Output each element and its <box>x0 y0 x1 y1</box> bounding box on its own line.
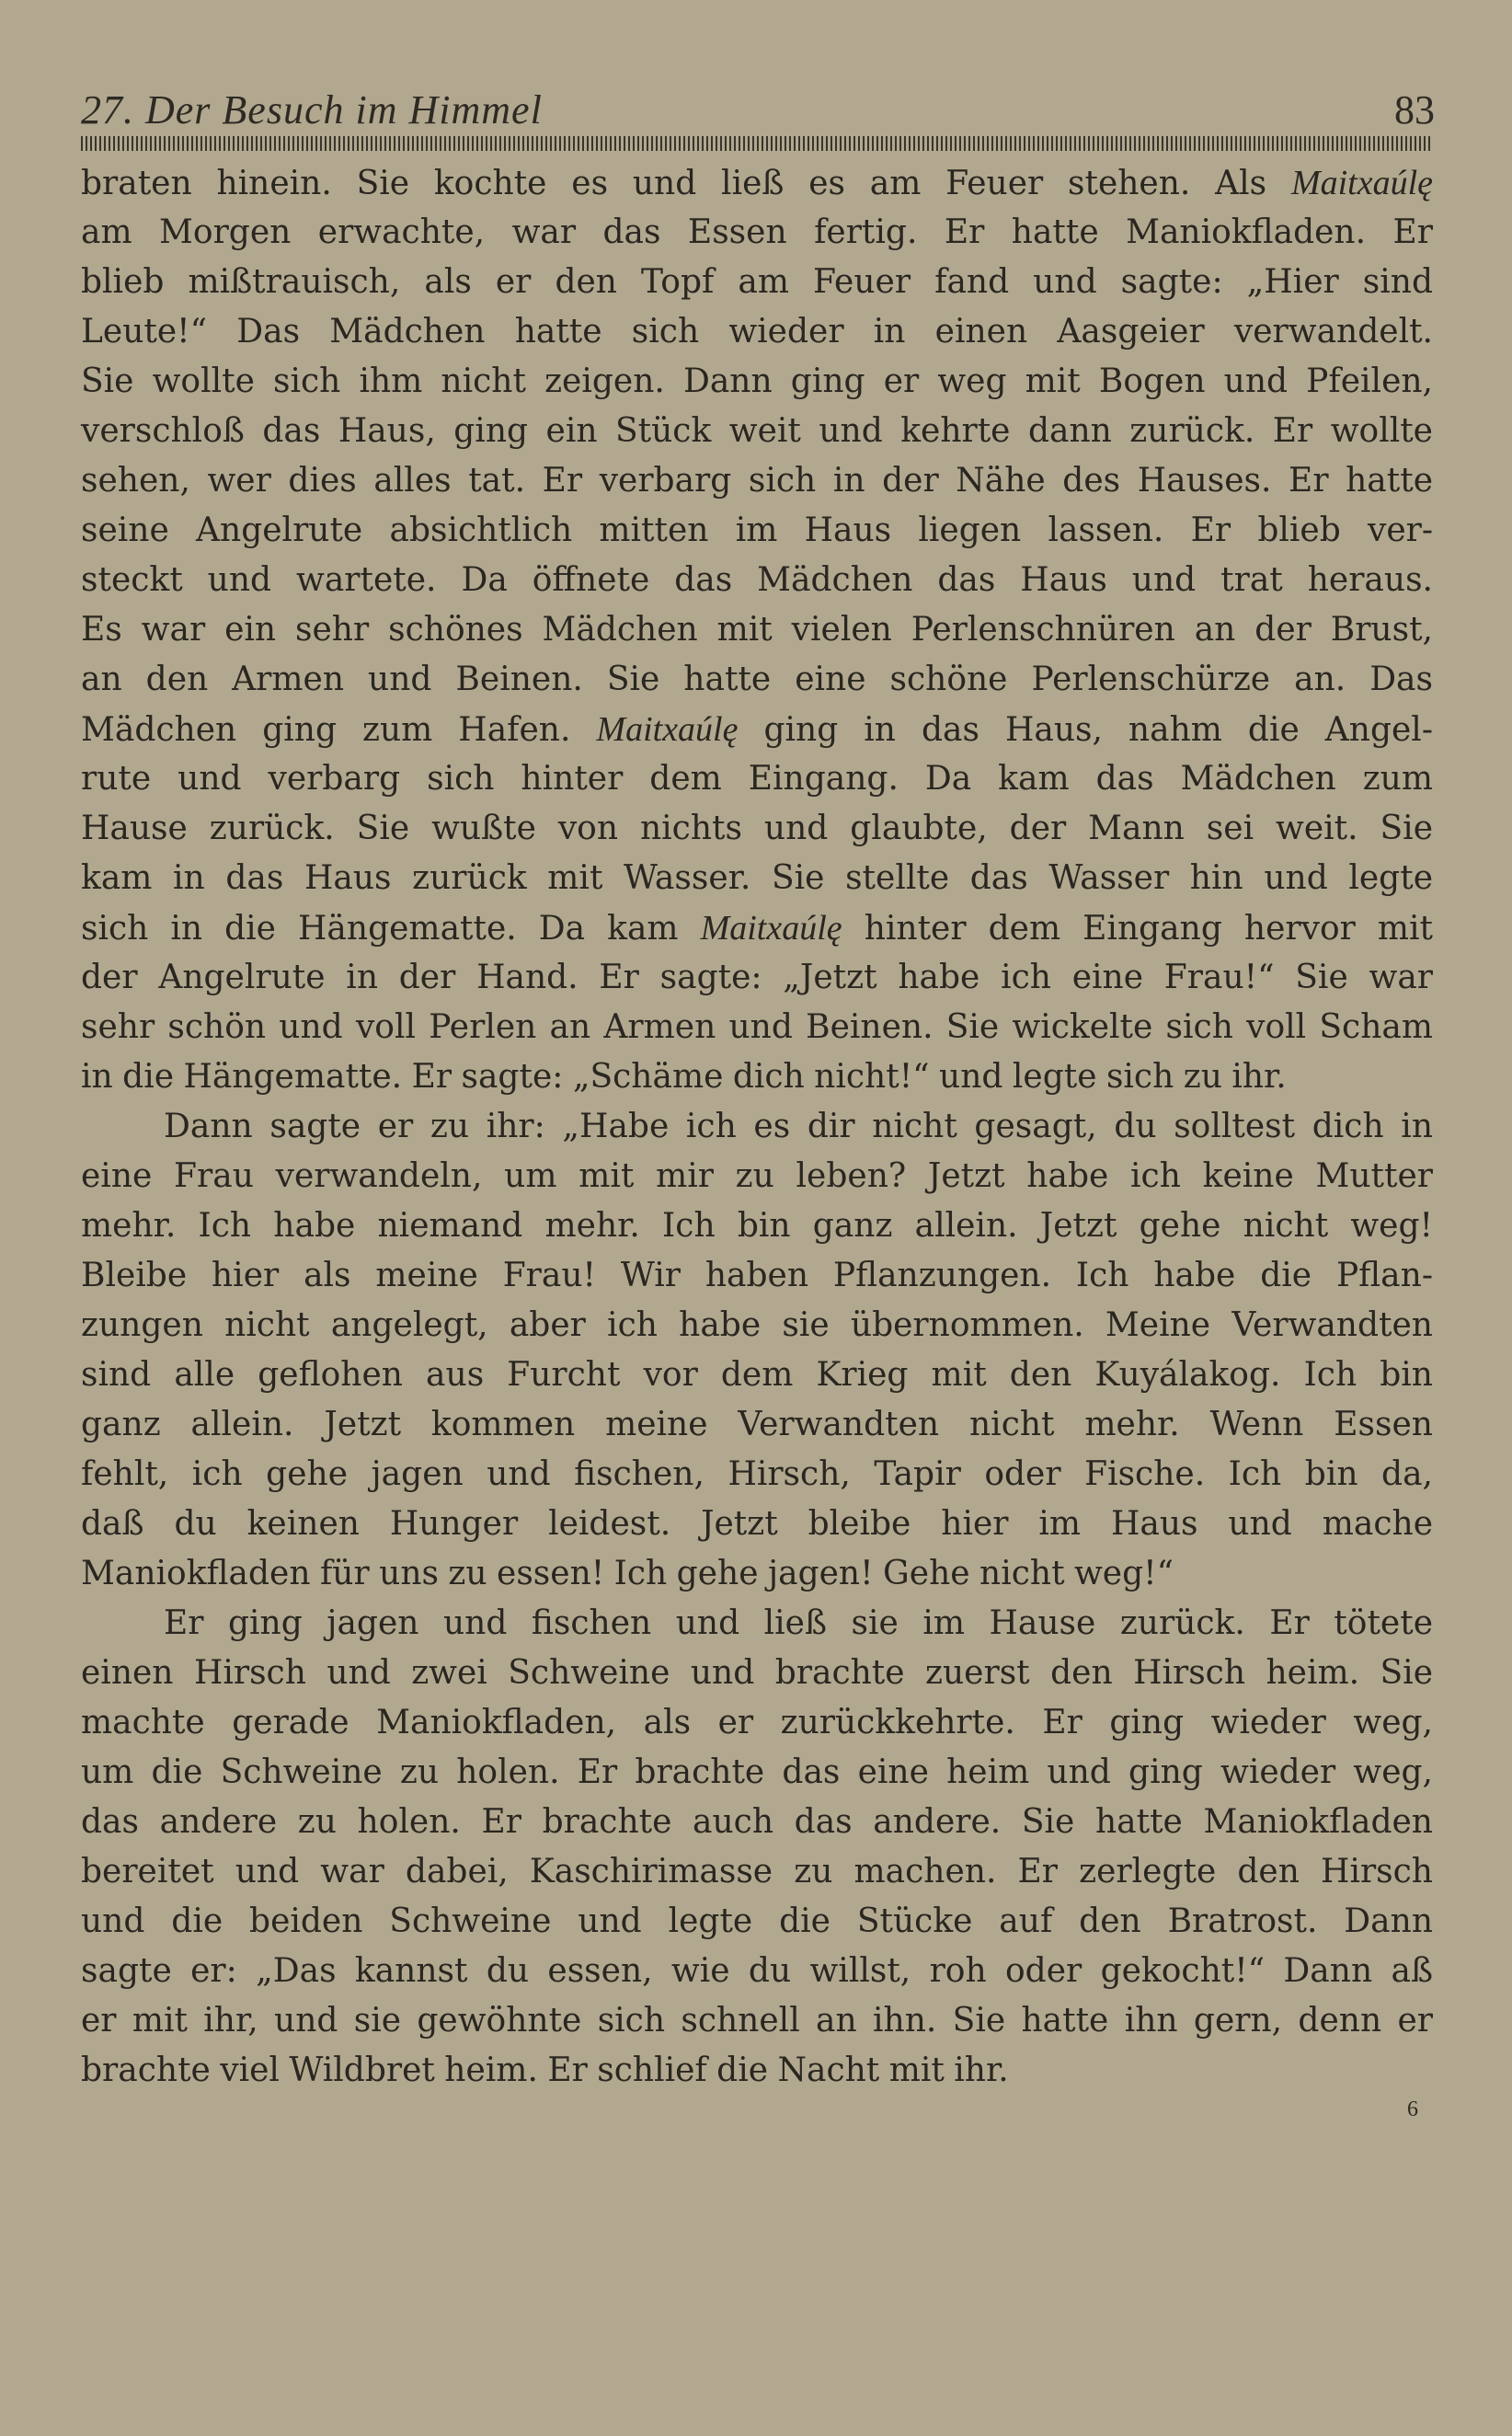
text-segment: fehlt, ich gehe jagen und fischen, Hirsch, Tapir oder Fische. Ich bin da, <box>81 1455 1433 1493</box>
text-line <box>81 1698 1433 1748</box>
text-segment: sehr schön und voll Perlen an Armen und Beinen. Sie wickelte sich voll Scham <box>81 1008 1433 1046</box>
text-line <box>81 605 1433 655</box>
text-line <box>81 456 1433 506</box>
text-segment: ging in das Haus, nahm die Angel- <box>738 711 1433 749</box>
text-segment: an den Armen und Beinen. Sie hatte eine schöne Perlenschürze an. Das <box>81 661 1433 698</box>
text-line <box>81 1798 1433 1847</box>
text-segment: Er ging jagen und fischen und ließ sie im Hause zurück. Er tötete <box>164 1604 1433 1642</box>
text-segment: Sie wollte sich ihm nicht zeigen. Dann ging er weg mit Bogen und Pfeilen, <box>81 362 1433 400</box>
text-line <box>81 854 1433 903</box>
text-line <box>81 1003 1433 1052</box>
text-segment: daß du keinen Hunger leidest. Jetzt bleibe hier im Haus und mache <box>81 1505 1433 1543</box>
text-line <box>81 506 1433 556</box>
text-segment: in die Hängematte. Er sagte: „Schäme dich nicht!“ und legte sich zu ihr. <box>81 1058 1287 1096</box>
italic-name: Maitxaúlę <box>700 909 842 948</box>
text-segment: Hause zurück. Sie wußte von nichts und glaubte, der Mann sei weit. Sie <box>81 810 1433 847</box>
text-line <box>81 2046 1433 2096</box>
text-segment: zungen nicht angelegt, aber ich habe sie übernommen. Meine Verwandten <box>81 1306 1433 1344</box>
text-segment: bereitet und war dabei, Kaschirimasse zu machen. Er zerlegte den Hirsch <box>81 1853 1433 1890</box>
text-segment: eine Frau verwandeln, um mit mir zu leben? Jetzt habe ich keine Mutter <box>81 1157 1433 1195</box>
text-segment: mehr. Ich habe niemand mehr. Ich bin ganz allein. Jetzt gehe nicht weg! <box>81 1207 1433 1245</box>
text-line <box>81 407 1433 456</box>
text-line <box>81 1500 1433 1549</box>
page-number: 83 <box>1394 87 1435 132</box>
text-segment: Bleibe hier als meine Frau! Wir haben Pflanzungen. Ich habe die Pflan- <box>81 1257 1433 1294</box>
running-head <box>81 85 1435 136</box>
text-segment: verschloß das Haus, ging ein Stück weit und kehrte dann zurück. Er wollte <box>81 412 1433 450</box>
text-segment: rute und verbarg sich hinter dem Eingang. Da kam das Mädchen zum <box>81 760 1433 798</box>
text-line <box>81 1152 1433 1201</box>
italic-name: Maitxaúlę <box>1290 164 1433 202</box>
text-segment: am Morgen erwachte, war das Essen fertig. Er hatte Maniokfladen. Er <box>81 213 1433 251</box>
text-line <box>81 1996 1433 2046</box>
text-segment: sind alle geflohen aus Furcht vor dem Krieg mit den Kuyálakog. Ich bin <box>81 1356 1433 1394</box>
text-line <box>81 754 1433 804</box>
text-segment: Es war ein sehr schönes Mädchen mit vielen Perlenschnüren an der Brust, <box>81 611 1433 649</box>
text-segment: sagte er: „Das kannst du essen, wie du willst, roh oder gekocht!“ Dann aß <box>81 1952 1433 1990</box>
text-segment: er mit ihr, und sie gewöhnte sich schnell an ihn. Sie hatte ihn gern, denn er <box>81 2002 1433 2040</box>
text-segment: sehen, wer dies alles tat. Er verbarg sich in der Nähe des Hauses. Er hatte <box>81 462 1433 500</box>
text-line <box>81 1947 1433 1996</box>
text-segment: um die Schweine zu holen. Er brachte das eine heim und ging wieder weg, <box>81 1753 1433 1791</box>
text-line <box>81 1847 1433 1897</box>
text-line <box>81 1102 1433 1152</box>
text-line <box>81 307 1433 357</box>
text-segment: das andere zu holen. Er brachte auch das andere. Sie hatte Maniokfladen <box>81 1803 1433 1841</box>
text-line <box>81 357 1433 407</box>
text-segment: sich in die Hängematte. Da kam <box>81 910 701 948</box>
italic-name: Maitxaúlę <box>596 710 739 749</box>
text-segment: brachte viel Wildbret heim. Er schlief die Nacht mit ihr. <box>81 2051 1009 2089</box>
text-segment: einen Hirsch und zwei Schweine und brachte zuerst den Hirsch heim. Sie <box>81 1654 1433 1692</box>
text-segment: kam in das Haus zurück mit Wasser. Sie stellte das Wasser hin und legte <box>81 859 1433 897</box>
text-segment: blieb mißtrauisch, als er den Topf am Feuer fand und sagte: „Hier sind <box>81 263 1433 301</box>
text-line <box>81 1599 1433 1649</box>
text-segment: Mädchen ging zum Hafen. <box>81 711 597 749</box>
text-line <box>81 804 1433 854</box>
text-line <box>81 1350 1433 1400</box>
text-segment: der Angelrute in der Hand. Er sagte: „Jetzt habe ich eine Frau!“ Sie war <box>81 959 1433 996</box>
body-text <box>81 158 1433 2096</box>
text-line <box>81 1052 1433 1102</box>
text-line <box>81 655 1433 705</box>
text-segment: ganz allein. Jetzt kommen meine Verwandten nicht mehr. Wenn Essen <box>81 1406 1433 1443</box>
text-line <box>81 1301 1433 1350</box>
signature-mark: 6 <box>1407 2097 1418 2121</box>
text-segment: machte gerade Maniokfladen, als er zurückkehrte. Er ging wieder weg, <box>81 1704 1433 1741</box>
text-line <box>81 258 1433 307</box>
text-segment: und die beiden Schweine und legte die Stücke auf den Bratrost. Dann <box>81 1902 1433 1940</box>
text-line <box>81 1748 1433 1798</box>
text-line <box>81 705 1433 754</box>
header-rule <box>81 136 1433 151</box>
text-segment: braten hinein. Sie kochte es und ließ es am Feuer stehen. Als <box>81 165 1291 202</box>
text-line <box>81 1450 1433 1500</box>
text-line <box>81 556 1433 605</box>
text-line <box>81 158 1433 208</box>
text-line <box>81 1897 1433 1947</box>
text-line <box>81 1549 1433 1599</box>
text-line <box>81 903 1433 953</box>
text-line <box>81 1649 1433 1698</box>
text-line <box>81 953 1433 1003</box>
text-line <box>81 1400 1433 1450</box>
text-line <box>81 1251 1433 1301</box>
text-segment: Dann sagte er zu ihr: „Habe ich es dir nicht gesagt, du solltest dich in <box>164 1108 1433 1145</box>
text-segment: steckt und wartete. Da öffnete das Mädchen das Haus und trat heraus. <box>81 561 1433 599</box>
chapter-title: 27. Der Besuch im Himmel <box>81 87 543 132</box>
text-line <box>81 208 1433 258</box>
text-segment: seine Angelrute absichtlich mitten im Haus liegen lassen. Er blieb ver- <box>81 511 1433 549</box>
text-line <box>81 1201 1433 1251</box>
text-segment: Leute!“ Das Mädchen hatte sich wieder in einen Aasgeier verwandelt. <box>81 313 1433 350</box>
text-segment: hinter dem Eingang hervor mit <box>842 910 1433 948</box>
text-segment: Maniokfladen für uns zu essen! Ich gehe jagen! Gehe nicht weg!“ <box>81 1555 1174 1592</box>
